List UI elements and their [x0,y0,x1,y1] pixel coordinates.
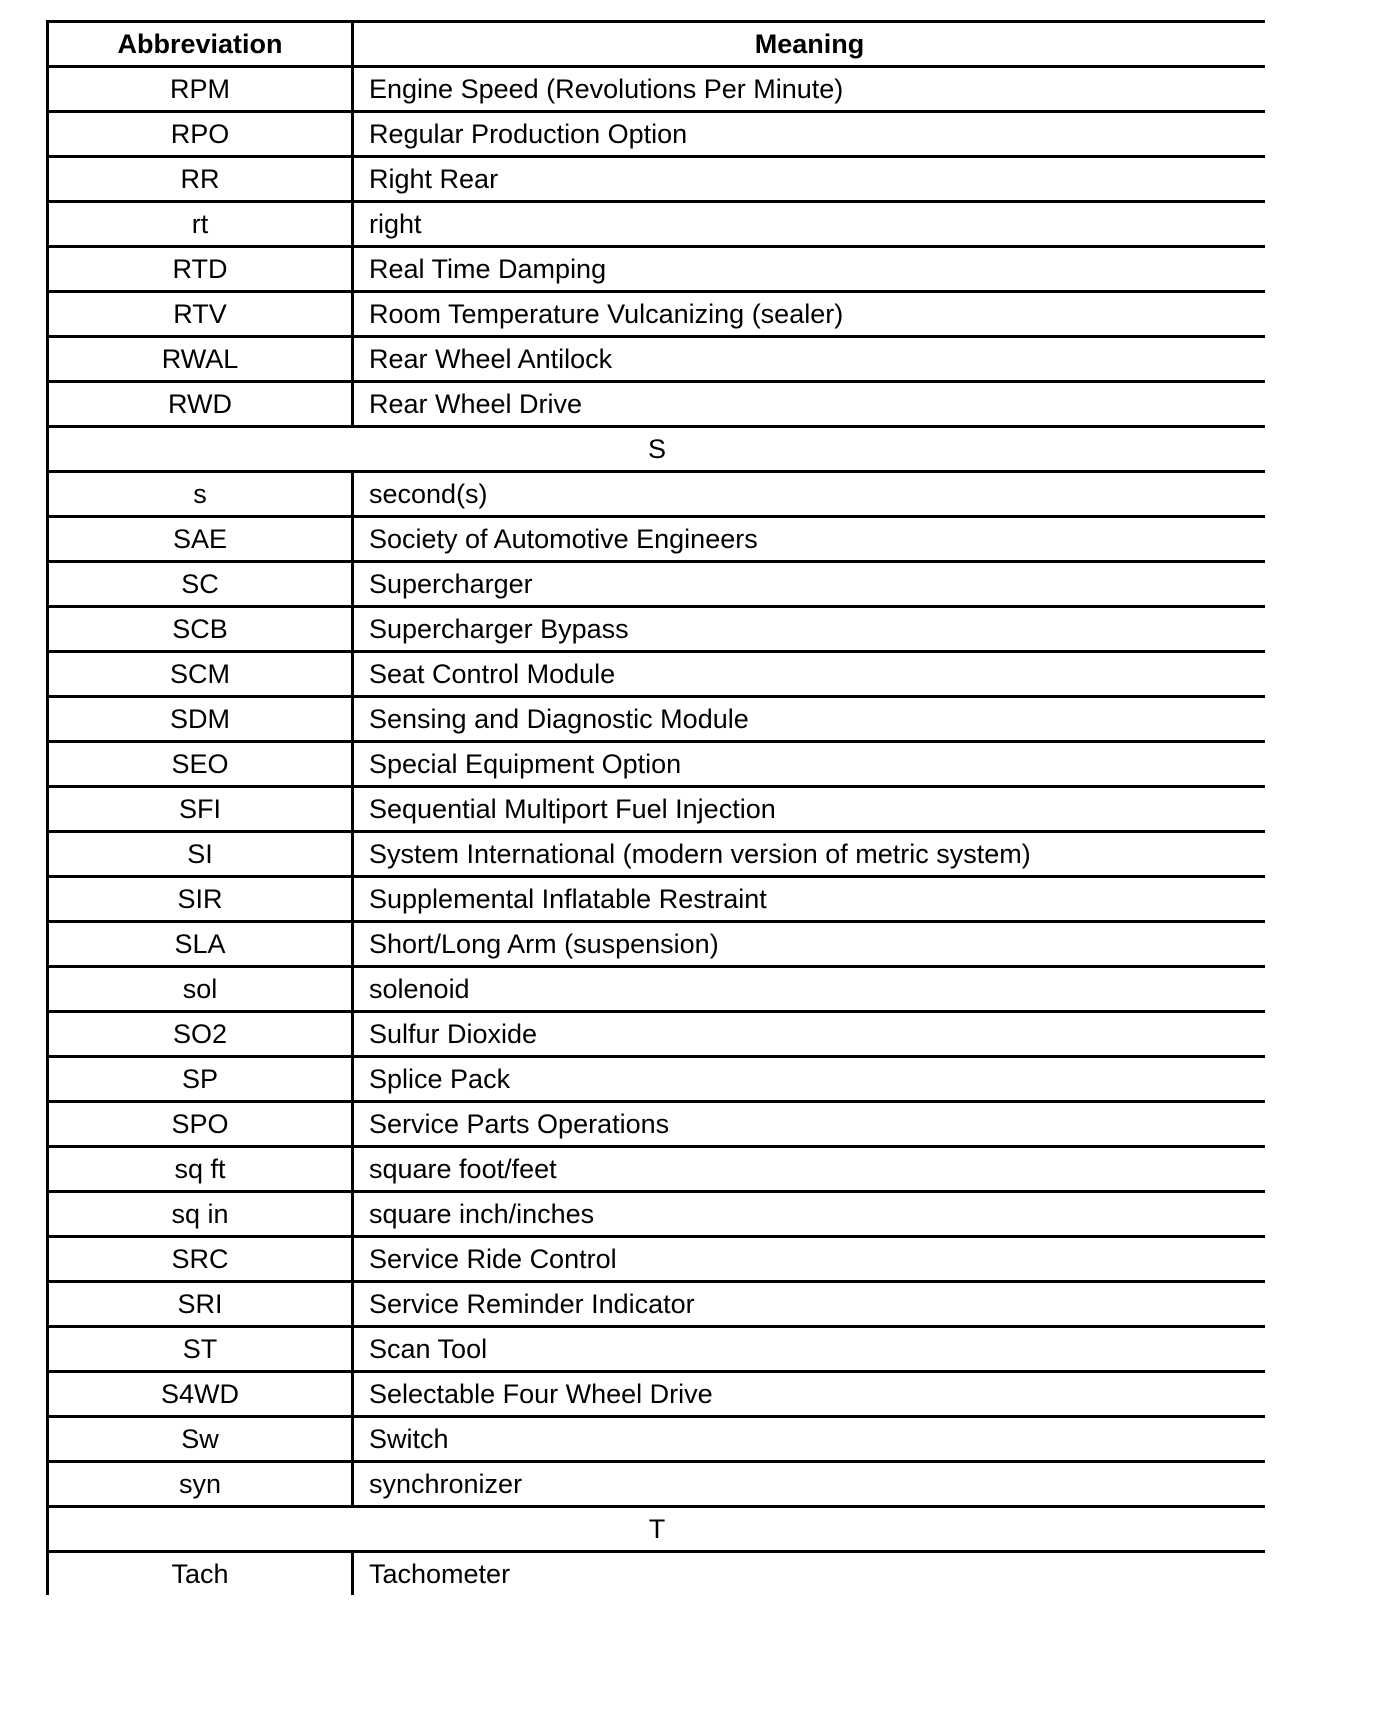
table-row [48,1327,1266,1372]
meaning-cell: Regular Production Option [353,112,1266,157]
table-row [48,517,1266,562]
section-heading: T [48,1507,1266,1552]
table-header-row [48,22,1266,67]
table-row [48,742,1266,787]
table-row [48,1147,1266,1192]
table-row [48,337,1266,382]
meaning-cell: Sensing and Diagnostic Module [353,697,1266,742]
table-row [48,157,1266,202]
meaning-cell: Splice Pack [353,1057,1266,1102]
table-body [48,67,1266,1596]
meaning-cell: Short/Long Arm (suspension) [353,922,1266,967]
abbreviation-cell: SIR [48,877,353,922]
abbreviation-cell: RR [48,157,353,202]
meaning-cell: Real Time Damping [353,247,1266,292]
meaning-cell: Sulfur Dioxide [353,1012,1266,1057]
table-row [48,247,1266,292]
table-row [48,1057,1266,1102]
table-row [48,1462,1266,1507]
meaning-cell: Seat Control Module [353,652,1266,697]
meaning-cell: square foot/feet [353,1147,1266,1192]
abbreviation-cell: sq in [48,1192,353,1237]
table-row [48,922,1266,967]
abbreviation-cell: SLA [48,922,353,967]
table-row [48,1012,1266,1057]
table-row [48,607,1266,652]
abbreviation-cell: SRC [48,1237,353,1282]
abbreviation-cell: SEO [48,742,353,787]
table-row [48,562,1266,607]
table-row [48,472,1266,517]
abbreviation-cell: rt [48,202,353,247]
abbreviation-cell: SP [48,1057,353,1102]
meaning-cell: Rear Wheel Drive [353,382,1266,427]
abbreviation-cell: SRI [48,1282,353,1327]
abbreviation-column-header: Abbreviation [48,22,353,67]
table-row [48,967,1266,1012]
document-page [46,20,1265,1722]
abbreviation-cell: SCB [48,607,353,652]
abbreviation-cell: RWAL [48,337,353,382]
abbreviation-cell: SC [48,562,353,607]
table-row [48,112,1266,157]
meaning-cell: square inch/inches [353,1192,1266,1237]
meaning-cell: solenoid [353,967,1266,1012]
abbreviation-cell: SPO [48,1102,353,1147]
meaning-cell: Room Temperature Vulcanizing (sealer) [353,292,1266,337]
meaning-cell: Sequential Multiport Fuel Injection [353,787,1266,832]
meaning-cell: Engine Speed (Revolutions Per Minute) [353,67,1266,112]
abbreviation-cell: RPM [48,67,353,112]
table-row [48,1102,1266,1147]
table-row [48,1372,1266,1417]
meaning-cell: synchronizer [353,1462,1266,1507]
meaning-column-header: Meaning [353,22,1266,67]
meaning-cell: Service Ride Control [353,1237,1266,1282]
meaning-cell: Supercharger Bypass [353,607,1266,652]
abbreviation-cell: sq ft [48,1147,353,1192]
table-row [48,1282,1266,1327]
meaning-cell: Supercharger [353,562,1266,607]
table-row [48,787,1266,832]
meaning-cell: Switch [353,1417,1266,1462]
meaning-cell: Rear Wheel Antilock [353,337,1266,382]
table-row [48,382,1266,427]
table-row [48,877,1266,922]
meaning-cell: Society of Automotive Engineers [353,517,1266,562]
abbreviation-cell: Tach [48,1552,353,1596]
table-row [48,1237,1266,1282]
section-heading: S [48,427,1266,472]
abbreviation-cell: syn [48,1462,353,1507]
section-row-t [48,1507,1266,1552]
table-row [48,67,1266,112]
abbreviation-cell: SI [48,832,353,877]
abbreviation-cell: SAE [48,517,353,562]
table-row [48,652,1266,697]
meaning-cell: Selectable Four Wheel Drive [353,1372,1266,1417]
meaning-cell: Scan Tool [353,1327,1266,1372]
abbreviation-cell: SFI [48,787,353,832]
meaning-cell: Supplemental Inflatable Restraint [353,877,1266,922]
meaning-cell: right [353,202,1266,247]
abbreviation-cell: Sw [48,1417,353,1462]
abbreviation-cell: s [48,472,353,517]
abbreviation-cell: ST [48,1327,353,1372]
section-row-s [48,427,1266,472]
abbreviation-cell: SDM [48,697,353,742]
meaning-cell: second(s) [353,472,1266,517]
abbreviation-cell: RTD [48,247,353,292]
abbreviation-cell: RWD [48,382,353,427]
meaning-cell: Service Reminder Indicator [353,1282,1266,1327]
meaning-cell: Service Parts Operations [353,1102,1266,1147]
table-row [48,1417,1266,1462]
meaning-cell: System International (modern version of metric system) [353,832,1266,877]
table-row [48,202,1266,247]
meaning-cell: Right Rear [353,157,1266,202]
abbreviation-table [46,20,1265,1595]
abbreviation-cell: S4WD [48,1372,353,1417]
table-row [48,832,1266,877]
table-row [48,1552,1266,1596]
meaning-cell: Special Equipment Option [353,742,1266,787]
abbreviation-cell: RPO [48,112,353,157]
abbreviation-cell: sol [48,967,353,1012]
table-row [48,292,1266,337]
abbreviation-cell: SCM [48,652,353,697]
table-row [48,697,1266,742]
abbreviation-cell: RTV [48,292,353,337]
meaning-cell: Tachometer [353,1552,1266,1596]
abbreviation-cell: SO2 [48,1012,353,1057]
table-row [48,1192,1266,1237]
